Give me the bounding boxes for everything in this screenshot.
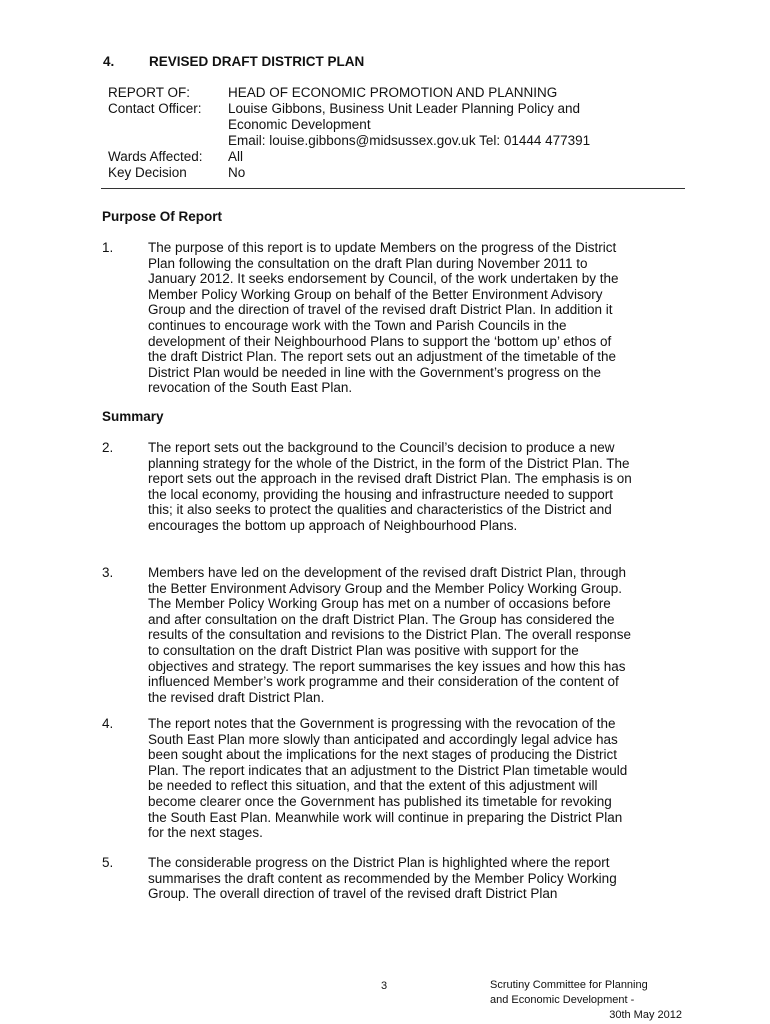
key-decision-value: No bbox=[228, 165, 246, 180]
paragraph-text: The purpose of this report is to update Members on the progress of the District Plan following the consultation on the draft Plan during November 2011 to January 2012. It seeks endorsement by Council, of the work undertaken by the Member Policy Working Group on behalf of the Better Environment Advisory Group and the direction of travel of the revised draft District Plan. In addition it continues to encourage work with the Town and Parish Councils in the development of their Neighbourhood Plans to support the ‘bottom up’ ethos of the draft District Plan. The report sets out an adjustment of the timetable of the District Plan would be needed in line with the Government’s progress on the revocation of the South East Plan. bbox=[148, 240, 619, 396]
paragraph-4 bbox=[102, 716, 633, 841]
paragraph-number: 4. bbox=[102, 716, 114, 731]
paragraph-text: The considerable progress on the District Plan is highlighted where the report summarises the draft content as recommended by the Member Policy Working Group. The overall direction of travel of the revised draft District Plan bbox=[148, 855, 617, 902]
report-of-value: HEAD OF ECONOMIC PROMOTION AND PLANNING bbox=[228, 85, 558, 100]
section-heading bbox=[103, 54, 364, 69]
key-decision-label: Key Decision bbox=[108, 165, 187, 180]
summary-heading: Summary bbox=[102, 409, 164, 424]
paragraph-text: The report sets out the background to the Council’s decision to produce a new planning strategy for the whole of the District, in the form of the District Plan. The report sets out the approach in the revised draft District Plan. The emphasis is on the local economy, providing the housing and infrastructure needed to support this; it also seeks to protect the qualities and characteristics of the District and encourages the bottom up approach of Neighbourhood Plans. bbox=[148, 440, 632, 533]
page-number: 3 bbox=[381, 980, 388, 992]
wards-affected-row bbox=[108, 149, 648, 165]
wards-affected-label: Wards Affected: bbox=[108, 149, 203, 164]
paragraph-1 bbox=[102, 240, 633, 396]
report-of-label: REPORT OF: bbox=[108, 85, 191, 100]
footer-line: Scrutiny Committee for Planning bbox=[490, 979, 648, 991]
contact-officer-row bbox=[108, 101, 648, 149]
horizontal-divider bbox=[101, 188, 685, 189]
contact-officer-line: Economic Development bbox=[228, 117, 371, 132]
contact-officer-line: Louise Gibbons, Business Unit Leader Planning Policy and bbox=[228, 101, 580, 116]
footer-committee-reference bbox=[490, 978, 682, 1023]
contact-officer-label: Contact Officer: bbox=[108, 101, 202, 116]
section-number: 4. bbox=[103, 54, 115, 69]
purpose-heading: Purpose Of Report bbox=[102, 209, 223, 224]
contact-officer-value bbox=[228, 101, 648, 149]
report-metadata bbox=[108, 85, 648, 181]
key-decision-row bbox=[108, 165, 648, 181]
contact-email-line: Email: louise.gibbons@midsussex.gov.uk Tel: 01444 477391 bbox=[228, 133, 591, 148]
section-title: REVISED DRAFT DISTRICT PLAN bbox=[149, 54, 365, 69]
paragraph-number: 3. bbox=[102, 565, 114, 580]
wards-affected-value: All bbox=[228, 149, 244, 164]
footer-line: and Economic Development - bbox=[490, 994, 635, 1006]
paragraph-number: 1. bbox=[102, 240, 114, 255]
paragraph-3 bbox=[102, 565, 633, 705]
paragraph-text: The report notes that the Government is progressing with the revocation of the South East Plan more slowly than anticipated and accordingly legal advice has been sought about the implications for the next stages of producing the District Plan. The report indicates that an adjustment to the District Plan timetable would be needed to reflect this situation, and that the extent of this adjustment will become clearer once the Government has published its timetable for revoking the South East Plan. Meanwhile work will continue in preparing the District Plan for the next stages. bbox=[148, 716, 628, 841]
paragraph-2 bbox=[102, 440, 633, 534]
paragraph-text: Members have led on the development of the revised draft District Plan, through the Better Environment Advisory Group and the Member Policy Working Group. The Member Policy Working Group has met on a number of occasions before and after consultation on the draft District Plan. The Group has considered the results of the consultation and revisions to the District Plan. The overall response to consultation on the draft District Plan was positive with support for the objectives and strategy. The report summarises the key issues and how this has influenced Member’s work programme and their consideration of the content of the revised draft District Plan. bbox=[148, 565, 632, 705]
report-of-row bbox=[108, 85, 648, 101]
paragraph-number: 2. bbox=[102, 440, 114, 455]
paragraph-number: 5. bbox=[102, 855, 114, 870]
paragraph-5 bbox=[102, 855, 633, 902]
footer-date: 30th May 2012 bbox=[609, 1009, 682, 1021]
